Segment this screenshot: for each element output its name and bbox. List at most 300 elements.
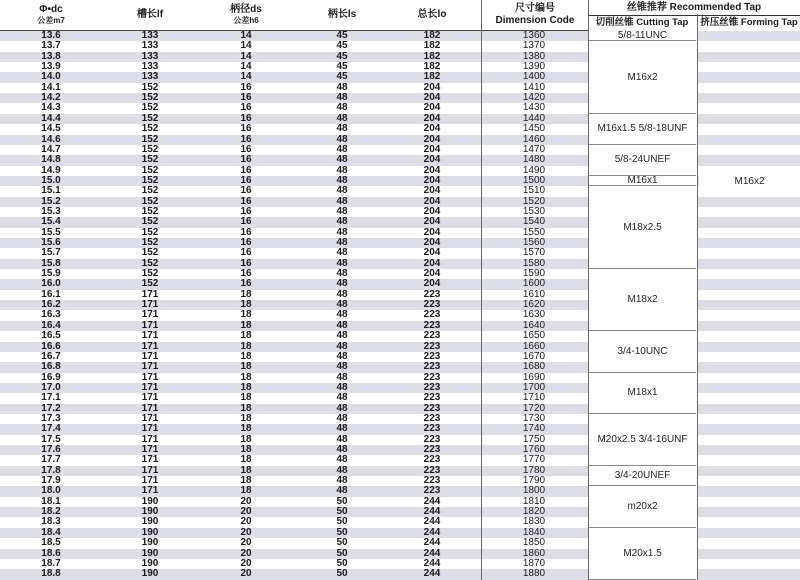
table-row xyxy=(0,145,588,155)
cell-dc: 15.1 xyxy=(41,185,61,197)
table-row xyxy=(0,197,588,207)
cell-ds: 18 xyxy=(240,392,252,404)
cell-code: 1490 xyxy=(522,164,546,176)
table-row xyxy=(0,352,588,362)
cell-code: 1590 xyxy=(522,268,546,280)
cell-code: 1750 xyxy=(522,433,546,445)
cell-lo: 244 xyxy=(423,526,441,538)
cell-lo: 204 xyxy=(423,81,441,93)
cell-lf: 190 xyxy=(141,526,159,538)
cell-lf: 171 xyxy=(141,444,159,455)
table-row xyxy=(0,166,588,176)
cell-ls: 48 xyxy=(336,412,348,424)
forming-stripe xyxy=(698,259,800,269)
cell-dc: 14.3 xyxy=(41,102,61,114)
cell-ds: 16 xyxy=(240,102,252,114)
forming-tap-cell: M16x2 xyxy=(699,176,800,186)
cutting-tap-cell: M18x2 xyxy=(589,269,696,331)
cell-lo: 204 xyxy=(423,268,441,280)
cell-ds: 18 xyxy=(240,371,252,383)
cell-ls: 48 xyxy=(336,371,348,383)
cell-ds: 14 xyxy=(240,61,252,73)
cell-ls: 48 xyxy=(336,237,348,248)
cell-ls: 48 xyxy=(336,423,348,435)
cell-lf: 152 xyxy=(141,102,159,114)
cell-lf: 171 xyxy=(141,330,159,342)
cell-dc: 16.7 xyxy=(41,350,61,362)
cell-dc: 16.6 xyxy=(41,340,61,352)
cell-lo: 223 xyxy=(423,444,441,455)
cell-lo: 223 xyxy=(423,361,441,373)
cutting-tap-cell: m20x2 xyxy=(589,486,696,527)
cell-lf: 152 xyxy=(141,205,159,217)
cell-lf: 171 xyxy=(141,464,159,476)
cell-code: 1870 xyxy=(522,557,546,569)
cell-ds: 16 xyxy=(240,247,252,259)
cell-dc: 14.2 xyxy=(41,92,61,104)
cell-ls: 50 xyxy=(336,516,348,528)
cell-lf: 171 xyxy=(141,402,159,414)
cell-dc: 15.4 xyxy=(41,216,61,228)
forming-stripe xyxy=(698,155,800,165)
header-ds-tolerance: 公差h6 xyxy=(233,16,259,25)
forming-stripe xyxy=(698,404,800,414)
cell-ls: 48 xyxy=(336,330,348,342)
cell-ds: 16 xyxy=(240,278,252,290)
cell-ds: 16 xyxy=(240,164,252,176)
cell-code: 1800 xyxy=(522,485,546,497)
cell-code: 1720 xyxy=(522,402,546,414)
cell-lf: 133 xyxy=(141,30,159,41)
cell-dc: 15.3 xyxy=(41,205,61,217)
cell-ls: 48 xyxy=(336,288,348,300)
cell-code: 1820 xyxy=(522,506,546,518)
cell-code: 1850 xyxy=(522,537,546,549)
cell-ds: 18 xyxy=(240,412,252,424)
cell-dc: 16.8 xyxy=(41,361,61,373)
cell-ls: 50 xyxy=(336,506,348,518)
cell-dc: 13.6 xyxy=(41,30,61,41)
cell-ls: 50 xyxy=(336,537,348,549)
cell-code: 1400 xyxy=(522,71,546,83)
cell-code: 1790 xyxy=(522,475,546,487)
forming-stripe xyxy=(698,445,800,455)
cell-dc: 15.8 xyxy=(41,257,61,269)
table-row xyxy=(0,52,588,62)
cell-ls: 48 xyxy=(336,154,348,166)
cell-ds: 18 xyxy=(240,309,252,321)
cell-dc: 15.2 xyxy=(41,195,61,207)
table-row xyxy=(0,476,588,486)
forming-stripe xyxy=(698,238,800,248)
header-lf xyxy=(110,0,190,30)
cell-lf: 171 xyxy=(141,340,159,352)
cell-dc: 15.6 xyxy=(41,237,61,248)
cell-lo: 244 xyxy=(423,516,441,528)
cell-lo: 223 xyxy=(423,371,441,383)
cell-ls: 48 xyxy=(336,319,348,331)
cell-lo: 244 xyxy=(423,537,441,549)
table-row xyxy=(0,259,588,269)
cell-ds: 14 xyxy=(240,40,252,52)
header-dc-label: Φ•dc xyxy=(39,4,63,15)
cell-lf: 152 xyxy=(141,143,159,155)
cell-ls: 48 xyxy=(336,92,348,104)
forming-tap-header: 挤压丝锥 Forming Tap xyxy=(700,17,798,28)
cell-lo: 223 xyxy=(423,485,441,497)
cell-ds: 16 xyxy=(240,205,252,217)
table-row xyxy=(0,279,588,289)
cell-lo: 223 xyxy=(423,454,441,466)
table-row xyxy=(0,538,588,548)
cell-code: 1610 xyxy=(522,288,546,300)
cutting-tap-cell: M18x1 xyxy=(589,373,696,414)
cell-ds: 14 xyxy=(240,30,252,41)
cell-ls: 48 xyxy=(336,143,348,155)
cell-ls: 48 xyxy=(336,392,348,404)
header-code xyxy=(486,0,584,30)
cell-lo: 204 xyxy=(423,237,441,248)
table-row xyxy=(0,83,588,93)
cell-code: 1470 xyxy=(522,143,546,155)
header-code-english: Dimension Code xyxy=(495,15,575,26)
cell-ds: 20 xyxy=(240,547,252,559)
cell-ls: 48 xyxy=(336,402,348,414)
table-row xyxy=(0,217,588,227)
cell-lf: 171 xyxy=(141,381,159,393)
cell-ds: 18 xyxy=(240,361,252,373)
cell-lo: 223 xyxy=(423,309,441,321)
cell-ls: 48 xyxy=(336,433,348,445)
cutting-tap-cell: M16x2 xyxy=(589,41,696,113)
cell-lf: 171 xyxy=(141,485,159,497)
cell-ds: 20 xyxy=(240,526,252,538)
table-row xyxy=(0,135,588,145)
forming-stripe xyxy=(698,93,800,103)
cutting-tap-header: 切削丝锥 Cutting Tap xyxy=(595,17,689,28)
cell-dc: 15.5 xyxy=(41,226,61,238)
table-row xyxy=(0,269,588,279)
cell-lo: 204 xyxy=(423,247,441,259)
cell-lf: 152 xyxy=(141,226,159,238)
cell-lf: 152 xyxy=(141,278,159,290)
cell-lf: 152 xyxy=(141,237,159,248)
cell-lo: 204 xyxy=(423,112,441,124)
table-row xyxy=(0,559,588,569)
cell-ds: 20 xyxy=(240,557,252,569)
cell-ds: 20 xyxy=(240,516,252,528)
cell-lf: 171 xyxy=(141,412,159,424)
cell-lo: 204 xyxy=(423,205,441,217)
table-row xyxy=(0,455,588,465)
cell-lf: 171 xyxy=(141,454,159,466)
cell-ls: 50 xyxy=(336,568,348,580)
table-row xyxy=(0,176,588,186)
cell-dc: 14.5 xyxy=(41,123,61,135)
cell-lo: 223 xyxy=(423,350,441,362)
cell-lo: 244 xyxy=(423,557,441,569)
table-row xyxy=(0,404,588,414)
cell-ls: 48 xyxy=(336,350,348,362)
table-row xyxy=(0,238,588,248)
cell-lf: 152 xyxy=(141,216,159,228)
cell-ls: 50 xyxy=(336,526,348,538)
table-row xyxy=(0,290,588,300)
forming-stripe xyxy=(698,72,800,82)
table-row xyxy=(0,507,588,517)
cell-ds: 16 xyxy=(240,112,252,124)
cell-ls: 45 xyxy=(336,50,348,62)
cell-lo: 204 xyxy=(423,226,441,238)
recommended-tap-header xyxy=(588,0,800,30)
cell-ls: 45 xyxy=(336,61,348,73)
cell-ds: 18 xyxy=(240,350,252,362)
cell-ds: 20 xyxy=(240,495,252,507)
cell-code: 1540 xyxy=(522,216,546,228)
forming-stripe xyxy=(698,486,800,496)
cell-code: 1740 xyxy=(522,423,546,435)
cell-lf: 133 xyxy=(141,71,159,83)
cell-ls: 48 xyxy=(336,216,348,228)
cell-dc: 17.4 xyxy=(41,423,61,435)
cell-ds: 18 xyxy=(240,464,252,476)
cell-dc: 17.1 xyxy=(41,392,61,404)
cell-ds: 20 xyxy=(240,506,252,518)
cell-ls: 48 xyxy=(336,475,348,487)
cell-lf: 171 xyxy=(141,299,159,311)
forming-stripe xyxy=(698,362,800,372)
cell-code: 1420 xyxy=(522,92,546,104)
cell-ds: 18 xyxy=(240,433,252,445)
forming-stripe xyxy=(698,197,800,207)
cell-code: 1690 xyxy=(522,371,546,383)
cell-lo: 182 xyxy=(423,40,441,52)
cell-code: 1390 xyxy=(522,61,546,73)
table-row xyxy=(0,207,588,217)
cell-code: 1650 xyxy=(522,330,546,342)
table-row xyxy=(0,124,588,134)
cell-code: 1710 xyxy=(522,392,546,404)
cell-code: 1630 xyxy=(522,309,546,321)
cell-dc: 17.6 xyxy=(41,444,61,455)
cutting-tap-cell: M20x2.5 3/4-16UNF xyxy=(589,414,696,466)
cell-dc: 18.0 xyxy=(41,485,61,497)
forming-stripe xyxy=(698,52,800,62)
cell-dc: 18.8 xyxy=(41,568,61,580)
cell-code: 1840 xyxy=(522,526,546,538)
cell-lf: 152 xyxy=(141,257,159,269)
cell-lo: 204 xyxy=(423,92,441,104)
header-lo xyxy=(392,0,472,30)
table-row xyxy=(0,445,588,455)
cell-lf: 171 xyxy=(141,361,159,373)
cell-code: 1880 xyxy=(522,568,546,580)
table-row xyxy=(0,103,588,113)
cell-code: 1460 xyxy=(522,133,546,145)
cell-lo: 204 xyxy=(423,185,441,197)
cutting-tap-cell: M16x1.5 5/8-18UNF xyxy=(589,114,696,145)
cell-code: 1550 xyxy=(522,226,546,238)
cell-dc: 18.6 xyxy=(41,547,61,559)
cell-dc: 16.1 xyxy=(41,288,61,300)
forming-stripe xyxy=(698,217,800,227)
cell-ds: 18 xyxy=(240,299,252,311)
cell-lo: 223 xyxy=(423,475,441,487)
cell-ls: 48 xyxy=(336,268,348,280)
header-ds-label: 柄径ds xyxy=(230,4,262,15)
cell-dc: 17.2 xyxy=(41,402,61,414)
cell-code: 1480 xyxy=(522,154,546,166)
cell-lo: 223 xyxy=(423,433,441,445)
header-dc-tolerance: 公差m7 xyxy=(37,16,65,25)
cutting-tap-cell: M16x1 xyxy=(589,176,696,186)
cell-ds: 18 xyxy=(240,485,252,497)
cutting-tap-cell: 3/4-10UNC xyxy=(589,331,696,372)
cell-ds: 16 xyxy=(240,237,252,248)
cell-dc: 16.4 xyxy=(41,319,61,331)
cell-dc: 13.7 xyxy=(41,40,61,52)
header-lo-label: 总长lo xyxy=(417,9,447,20)
table-row xyxy=(0,497,588,507)
cell-lf: 190 xyxy=(141,537,159,549)
cell-code: 1410 xyxy=(522,81,546,93)
cell-ds: 16 xyxy=(240,268,252,280)
cell-code: 1380 xyxy=(522,50,546,62)
cell-ls: 48 xyxy=(336,205,348,217)
recommended-tap-title: 丝锥推荐 Recommended Tap xyxy=(626,2,762,13)
cell-lo: 223 xyxy=(423,412,441,424)
cell-code: 1830 xyxy=(522,516,546,528)
cell-dc: 15.0 xyxy=(41,174,61,186)
cell-ls: 48 xyxy=(336,444,348,455)
cell-ds: 16 xyxy=(240,133,252,145)
table-row xyxy=(0,373,588,383)
cell-ds: 16 xyxy=(240,81,252,93)
table-row xyxy=(0,424,588,434)
cell-code: 1440 xyxy=(522,112,546,124)
cell-ls: 48 xyxy=(336,112,348,124)
cell-lo: 223 xyxy=(423,299,441,311)
cell-lo: 244 xyxy=(423,495,441,507)
table-row xyxy=(0,310,588,320)
cell-ds: 18 xyxy=(240,330,252,342)
cell-lo: 204 xyxy=(423,102,441,114)
cell-lf: 190 xyxy=(141,557,159,569)
cell-ls: 48 xyxy=(336,454,348,466)
cell-code: 1620 xyxy=(522,299,546,311)
cell-ls: 48 xyxy=(336,185,348,197)
cell-lo: 244 xyxy=(423,568,441,580)
cell-dc: 17.5 xyxy=(41,433,61,445)
cell-code: 1730 xyxy=(522,412,546,424)
cell-ls: 45 xyxy=(336,71,348,83)
cutting-tap-cell: M18x2.5 xyxy=(589,186,696,269)
cell-code: 1640 xyxy=(522,319,546,331)
cell-lo: 204 xyxy=(423,174,441,186)
cell-ls: 48 xyxy=(336,247,348,259)
table-row xyxy=(0,569,588,579)
cell-dc: 17.7 xyxy=(41,454,61,466)
column-divider-recommended xyxy=(588,0,589,580)
cell-code: 1860 xyxy=(522,547,546,559)
cell-lo: 244 xyxy=(423,506,441,518)
table-row xyxy=(0,114,588,124)
forming-stripe xyxy=(698,300,800,310)
cell-lf: 152 xyxy=(141,81,159,93)
cell-lo: 204 xyxy=(423,278,441,290)
header-lf-label: 槽长lf xyxy=(136,9,164,20)
table-row xyxy=(0,62,588,72)
cell-dc: 13.8 xyxy=(41,50,61,62)
cell-ls: 48 xyxy=(336,485,348,497)
cutting-tap-cell: 3/4-20UNEF xyxy=(589,466,696,487)
cell-lo: 204 xyxy=(423,164,441,176)
table-row xyxy=(0,549,588,559)
cell-code: 1500 xyxy=(522,174,546,186)
column-divider-code xyxy=(481,0,482,580)
cell-ls: 48 xyxy=(336,361,348,373)
table-row xyxy=(0,331,588,341)
cell-lo: 223 xyxy=(423,423,441,435)
forming-stripe xyxy=(698,342,800,352)
cell-code: 1580 xyxy=(522,257,546,269)
table-row xyxy=(0,414,588,424)
cell-dc: 14.6 xyxy=(41,133,61,145)
cell-lo: 204 xyxy=(423,143,441,155)
cell-ls: 48 xyxy=(336,278,348,290)
forming-stripe xyxy=(698,114,800,124)
table-row xyxy=(0,300,588,310)
cell-ds: 16 xyxy=(240,92,252,104)
table-row xyxy=(0,466,588,476)
cell-code: 1510 xyxy=(522,185,546,197)
cell-lo: 244 xyxy=(423,547,441,559)
cell-dc: 13.9 xyxy=(41,61,61,73)
cell-lo: 204 xyxy=(423,195,441,207)
cell-lo: 182 xyxy=(423,61,441,73)
cell-ls: 48 xyxy=(336,226,348,238)
forming-stripe xyxy=(698,569,800,579)
forming-stripe xyxy=(698,507,800,517)
table-row xyxy=(0,321,588,331)
cell-lf: 190 xyxy=(141,547,159,559)
cell-ls: 48 xyxy=(336,195,348,207)
cell-ds: 18 xyxy=(240,475,252,487)
cell-dc: 14.4 xyxy=(41,112,61,124)
cell-lf: 133 xyxy=(141,50,159,62)
cell-code: 1760 xyxy=(522,444,546,455)
cell-lo: 204 xyxy=(423,216,441,228)
cell-ls: 50 xyxy=(336,495,348,507)
cell-ds: 18 xyxy=(240,319,252,331)
cell-code: 1700 xyxy=(522,381,546,393)
cell-dc: 18.5 xyxy=(41,537,61,549)
table-row xyxy=(0,41,588,51)
table-row xyxy=(0,248,588,258)
cell-ls: 48 xyxy=(336,340,348,352)
cell-ls: 48 xyxy=(336,309,348,321)
cell-lf: 152 xyxy=(141,112,159,124)
cell-code: 1670 xyxy=(522,350,546,362)
table-row xyxy=(0,342,588,352)
cell-ls: 48 xyxy=(336,174,348,186)
cell-lf: 171 xyxy=(141,350,159,362)
cell-ds: 18 xyxy=(240,381,252,393)
table-row xyxy=(0,435,588,445)
table-row xyxy=(0,517,588,527)
forming-stripe xyxy=(698,279,800,289)
table-row xyxy=(0,155,588,165)
